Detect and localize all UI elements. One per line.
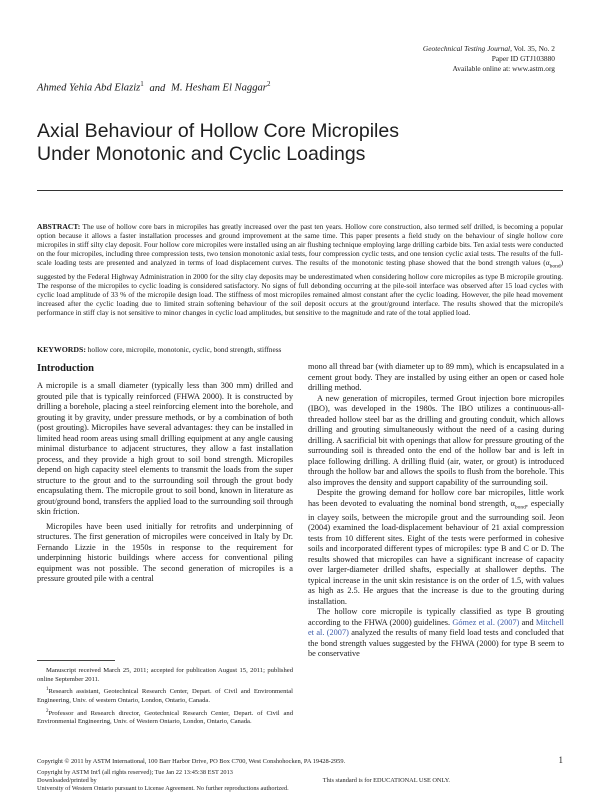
footnote-2-marker: 2 <box>46 708 49 714</box>
footnote-1 <box>37 686 293 705</box>
author-conjunction: and <box>149 82 166 94</box>
abstract-text-1: The use of hollow core bars in micropiles has greatly increased over the past ten years. Hollow core construction, also termed self drilled, is becoming a popular option because it allows a faster installation processes and ground improvement at the same time. This paper presents a field study on the behaviour of single hollow core micropiles in stiff silty clay deposit. Four hollow core micropiles were installed using an air flushing technique employing large drilling carbide bits. Ten axial tests were conducted on the four micropiles, including three compression tests, two tension monotonic axial tests, four compression cyclic tests, and one tension cyclic axial tests. The results of the full-scale loading tests are presented and analyzed in terms of load displacement curves. The results of the monotonic testing phase showed that the bond strength values (α <box>37 222 563 268</box>
abstract <box>37 222 563 317</box>
footnote-1-marker: 1 <box>46 687 49 693</box>
abstract-subscript: bond <box>549 263 561 270</box>
license-downloaded: Downloaded/printed by <box>37 777 97 784</box>
paper-id: Paper ID GTJ103880 <box>491 54 555 63</box>
keywords-label: KEYWORDS: <box>37 345 86 354</box>
body-paragraph-3-a: Despite the growing demand for hollow core bar micropiles, little work has been devoted to evaluating the nominal bond strength, α <box>308 488 564 508</box>
section-heading-introduction: Introduction <box>37 363 94 374</box>
online-availability: Available online at: www.astm.org <box>452 64 555 73</box>
author-line <box>37 80 270 94</box>
body-paragraph-3-b: , especially in clayey soils, between the micropile grout and the surrounding soil. Jeon (2004) examined the load-displacement behaviour of 21 axial compression tests from 10 different sites. Eight of the tests were performed in cohesive soils and incorporated different types of micropiles: type B and C or D. The results showed that micropiles can have a significant increase of capacity over larger-diameter drilled shafts, especially at shallower depths. The typical increase in the unit skin resistance is on the order of 1.5, with values as high as 2.5. He argues that the increase is due to the grouting during installation. <box>308 498 564 606</box>
page-number: 1 <box>558 755 563 765</box>
column-right <box>308 362 564 660</box>
journal-citation <box>423 44 555 54</box>
body-paragraph-4 <box>308 607 564 660</box>
citation-link-mitchell[interactable]: Mitchell et al. (2007) <box>308 617 564 638</box>
copyright-line: Copyright © 2011 by ASTM International, 100 Barr Harbor Drive, PO Box C700, West Conshohocken, PA 19428-2959. <box>37 758 346 765</box>
column-left <box>37 362 293 585</box>
license-notice <box>37 769 563 793</box>
body-paragraph-3-subscript: bond <box>514 504 526 511</box>
journal-name: Geotechnical Testing Journal <box>422 44 511 53</box>
body-paragraph-4-a: The hollow core micropile is typically classified as type B grouting according to the FHWA (2000) guidelines. <box>308 607 564 627</box>
footnote-received: Manuscript received March 25, 2011; accepted for publication August 15, 2011; published online September 2011. <box>37 667 293 683</box>
body-paragraph-2: A new generation of micropiles, termed Grout injection bore micropiles (IBO), was developed in the 1980s. The IBO utilizes a continuous-all-threaded hollow steel bar as the drilling and grouting conduit, which allows drilling and grouting simultaneously without the need of a casing during drilling. A sacrificial bit with openings that allow for pressure grouting of the surrounding soil is threaded onto the end of the hollow bar and is left in place following drilling. A drilling fluid (air, water, or grout) is introduced through the hollow bar and allows the spoils to flush from the borehole. This also improves the density and support capability of the surrounding soil. <box>308 393 564 487</box>
author-2: M. Hesham El Naggar <box>171 82 267 94</box>
journal-volume: , Vol. 35, No. 2 <box>510 44 555 53</box>
body-paragraph-4-and: and <box>519 617 536 627</box>
author-1-affiliation: 1 <box>140 80 144 88</box>
paper-title: Axial Behaviour of Hollow Core Micropiles Under Monotonic and Cyclic Loadings <box>37 120 399 165</box>
title-divider <box>37 190 563 191</box>
footnote-2 <box>37 708 293 727</box>
body-paragraph-3 <box>308 488 564 607</box>
author-2-affiliation: 2 <box>266 80 271 88</box>
footnote-1-text: Research assistant, Geotechnical Research Center, Depart. of Civil and Environmental Engineering, Univ. of western Ontario, London, Ontario, Canada. <box>37 688 293 704</box>
journal-header <box>423 44 555 74</box>
abstract-label: ABSTRACT: <box>37 222 81 231</box>
body-paragraph-1: mono all thread bar (with diameter up to 89 mm), which is encapsulated in a cement grout body. They are installed by using either an open or cased hole drilling method. <box>308 362 564 392</box>
footnotes <box>37 667 293 729</box>
footnote-divider <box>37 660 115 661</box>
license-line-1: Copyright by ASTM Int'l (all rights reserved); Tue Jan 22 13:45:38 EST 2013 <box>37 769 233 776</box>
footnote-2-text: Professor and Research director, Geotechnical Research Center, Depart. of Civil and Environmental Engineering, Univ. of Western Ontario, London, Ontario, Canada. <box>37 709 293 726</box>
license-line-3: University of Western Ontario pursuant to License Agreement. No further reproductions authorized. <box>37 785 289 792</box>
license-educational: This standard is for EDUCATIONAL USE ONLY. <box>322 777 450 784</box>
keywords-text: hollow core, micropile, monotonic, cyclic, bond strength, stiffness <box>85 345 282 354</box>
author-1: Ahmed Yehia Abd Elaziz <box>37 82 141 94</box>
intro-paragraph-2: Micropiles have been used initially for retrofits and underpinning of structures. The first generation of micropiles were conceived in Italy by Dr. Fernando Lizzie in the 1950s in response to the requirement for underpinning historic buildings where access for conventional piling equipment was not possible. The second generation of micropiles is a pressure grouted pile with a central <box>37 521 293 583</box>
body-paragraph-4-b: analyzed the results of many field load tests and concluded that the bond strength values suggested by the FHWA (2000) for type B seem to be conservative <box>308 628 564 659</box>
license-line-2 <box>37 777 563 785</box>
citation-link-gomez[interactable]: Gómez et al. (2007) <box>452 617 520 627</box>
intro-paragraph-1: A micropile is a small diameter (typically less than 300 mm) drilled and grouted pile that is typically reinforced (FHWA 2000). It is constructed by drilling a borehole, placing a steel reinforcing element into the borehole, and grouting it by gravity, under pressure methods, or by a combination of both (post grouting). Micropiles have several advantages: they can be installed in limited head room areas using small drilling equipment at any angle causing minimal disturbance to adjacent structures, they allow a fast installation process, and they provide a high grout to soil bond strength. Micropiles depend on high capacity steel elements to transmit the loads from the super structure to the grout and to the surrounding soil through the grout body encapsulating them. The micropile grout to soil bond, known in literature as grout/ground bond, transfers the applied load to the surrounding soil through skin friction. <box>37 381 293 516</box>
abstract-text-2: ) suggested by the Federal Highway Administration in 2000 for the silty clay deposits may be underestimated when considering hollow core micropiles as type B micropile grouting. The response of the micropiles to cyclic loading is considered satisfactory. No signs of full debonding occurring at the pile-soil interface was observed after 15 load cycles with cyclic load amplitude of 33 % of the micropile design load. The stiffness of most micropiles remained almost constant after the cyclic loading. However, the pile head movement increased after the cyclic loading due to limited strain softening behaviour of the soil deposit occurs at the grout/ground interface. The results showed that the micropile's performance in stiff clay is not sensitive to minor changes in cyclic load amplitudes, but sensitive to the magnitude and rate of the total applied load. <box>37 258 563 317</box>
keywords <box>37 345 563 354</box>
